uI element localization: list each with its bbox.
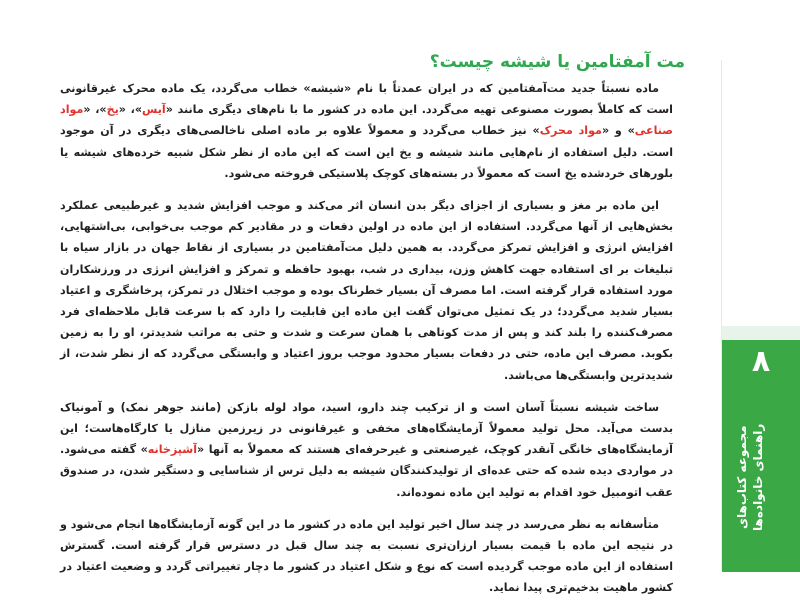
highlight-term: مواد محرک bbox=[539, 124, 602, 138]
chapter-number: ۸ bbox=[751, 344, 771, 379]
paragraph-text: متأسفانه به نظر می‌رسد در چند سال اخیر تولید این ماده در کشور ما در این گونه آزمایشگاه‌ها انجام می‌شود و در نتیجه این ماده با قیمت بسیار ارزان‌تری نسبت به چند سال قبل در دسترس قرار گرفته است. گسترش استفاده از این ماده موجب گردیده است که نوع و شکل اعتیاد در کشور ما دچار تغییراتی گردد و وضعیت اعتیاد در کشور ماهیت بدخیم‌تری پیدا نماید. bbox=[60, 517, 673, 595]
paragraph-text: ماده نسبتاً جدید مت‌آمفتامین که در ایران عمدتاً با نام «شیشه» خطاب می‌گردد، یک ماده محرک غیرقانونی است که کاملاً بصورت مصنوعی تهیه می‌گردد. این ماده در کشور ما با نام‌های دیگری مانند « bbox=[60, 82, 673, 117]
paragraph-text: »، « bbox=[118, 103, 143, 117]
article-body bbox=[60, 78, 673, 610]
series-title bbox=[734, 392, 774, 562]
paragraph-text: »، « bbox=[83, 103, 107, 117]
highlight-term: یخ bbox=[106, 103, 119, 117]
chapter-band-accent bbox=[722, 326, 800, 340]
chapter-sidebar bbox=[722, 0, 800, 572]
paragraph-text: ساخت شیشه نسبتاً آسان است و از ترکیب چند دارو، اسید، مواد لوله بازکن (مانند جوهر نمک) و آمونیاک بدست می‌آید. محل تولید معمولاً آزمایشگاه‌های مخفی و غیرقانونی در زیرزمین منازل یا کارگاه‌هاست؛ این آزمایشگاه‌های خانگی آنقدر کوچک، غیرصنعتی و غیرحرفه‌ای هستند که معمولاً به آنها « bbox=[60, 400, 673, 457]
highlight-term: مواد صناعی bbox=[60, 103, 673, 138]
highlight-term: آشپزخانه bbox=[147, 443, 197, 457]
paragraph-3 bbox=[60, 397, 673, 503]
page-title: مت آمفتامین یا شیشه چیست؟ bbox=[429, 52, 685, 72]
paragraph-1 bbox=[60, 78, 673, 184]
paragraph-4 bbox=[60, 514, 673, 599]
series-title-line2: راهنمای خانواده‌ها bbox=[751, 423, 765, 531]
paragraph-text: » نیز خطاب می‌گردد و معمولاً علاوه بر ماده اصلی ناخالصی‌های دیگری در آن موجود است. دلیل استفاده از نام‌هایی مانند شیشه و یخ این است که این ماده از نظر شکل شبیه خرده‌های شیشه یا بلورهای خردشده یخ است که معمولاً در بسته‌های کوچک پلاستیکی فروخته می‌شود. bbox=[60, 124, 673, 180]
paragraph-text: این ماده بر مغز و بسیاری از اجزای دیگر بدن انسان اثر می‌کند و موجب افزایش شدید و غیرطبیعی عملکرد بخش‌هایی از آنها می‌گردد. استفاده از این ماده در اولین دفعات و در مقادیر کم موجب بی‌خوابی، بی‌اشتهایی، افزایش انرژی و افزایش تمرکز می‌گردد. به همین دلیل مت‌آمفتامین در بسیاری از نقاط جهان در بازار سیاه با تبلیغات بر ای استفاده جهت کاهش وزن، بیداری در شب، بهبود حافظه و تمرکز و افزایش انرژی در ورزشکاران مورد استفاده قرار گرفته است. اما مصرف آن بسیار خطرناک بوده و موجب اختلال در تمرکز، پرخاشگری و اعتیاد بسیار شدید می‌گردد؛ در یک تمثیل می‌توان گفت این ماده این قابلیت را دارد که با سرعت قابل ملاحظه‌ای فرد مصرف‌کننده را بلند کند و پس از مدت کوتاهی با همان سرعت و شدت و حتی به مراتب شدیدتر، او را به زمین بکوبد. مصرف این ماده، حتی در دفعات بسیار محدود موجب بروز اعتیاد و وابستگی می‌گردد که از نظر شدت، از شدیدترین وابستگی‌ها می‌باشد. bbox=[60, 199, 673, 382]
paragraph-text: » گفته می‌شود. در مواردی دیده شده که حتی عده‌ای از تولیدکنندگان شیشه به دلیل ترس از شناسایی و دستگیر شدن، در صندوق عقب اتومبیل خود اقدام به تولید این ماده نموده‌اند. bbox=[60, 443, 673, 499]
paragraph-text: » و « bbox=[601, 124, 635, 138]
series-title-line1: مجموعه کتاب‌های bbox=[735, 425, 749, 529]
highlight-term: آیس bbox=[142, 103, 166, 117]
paragraph-2 bbox=[60, 195, 673, 386]
